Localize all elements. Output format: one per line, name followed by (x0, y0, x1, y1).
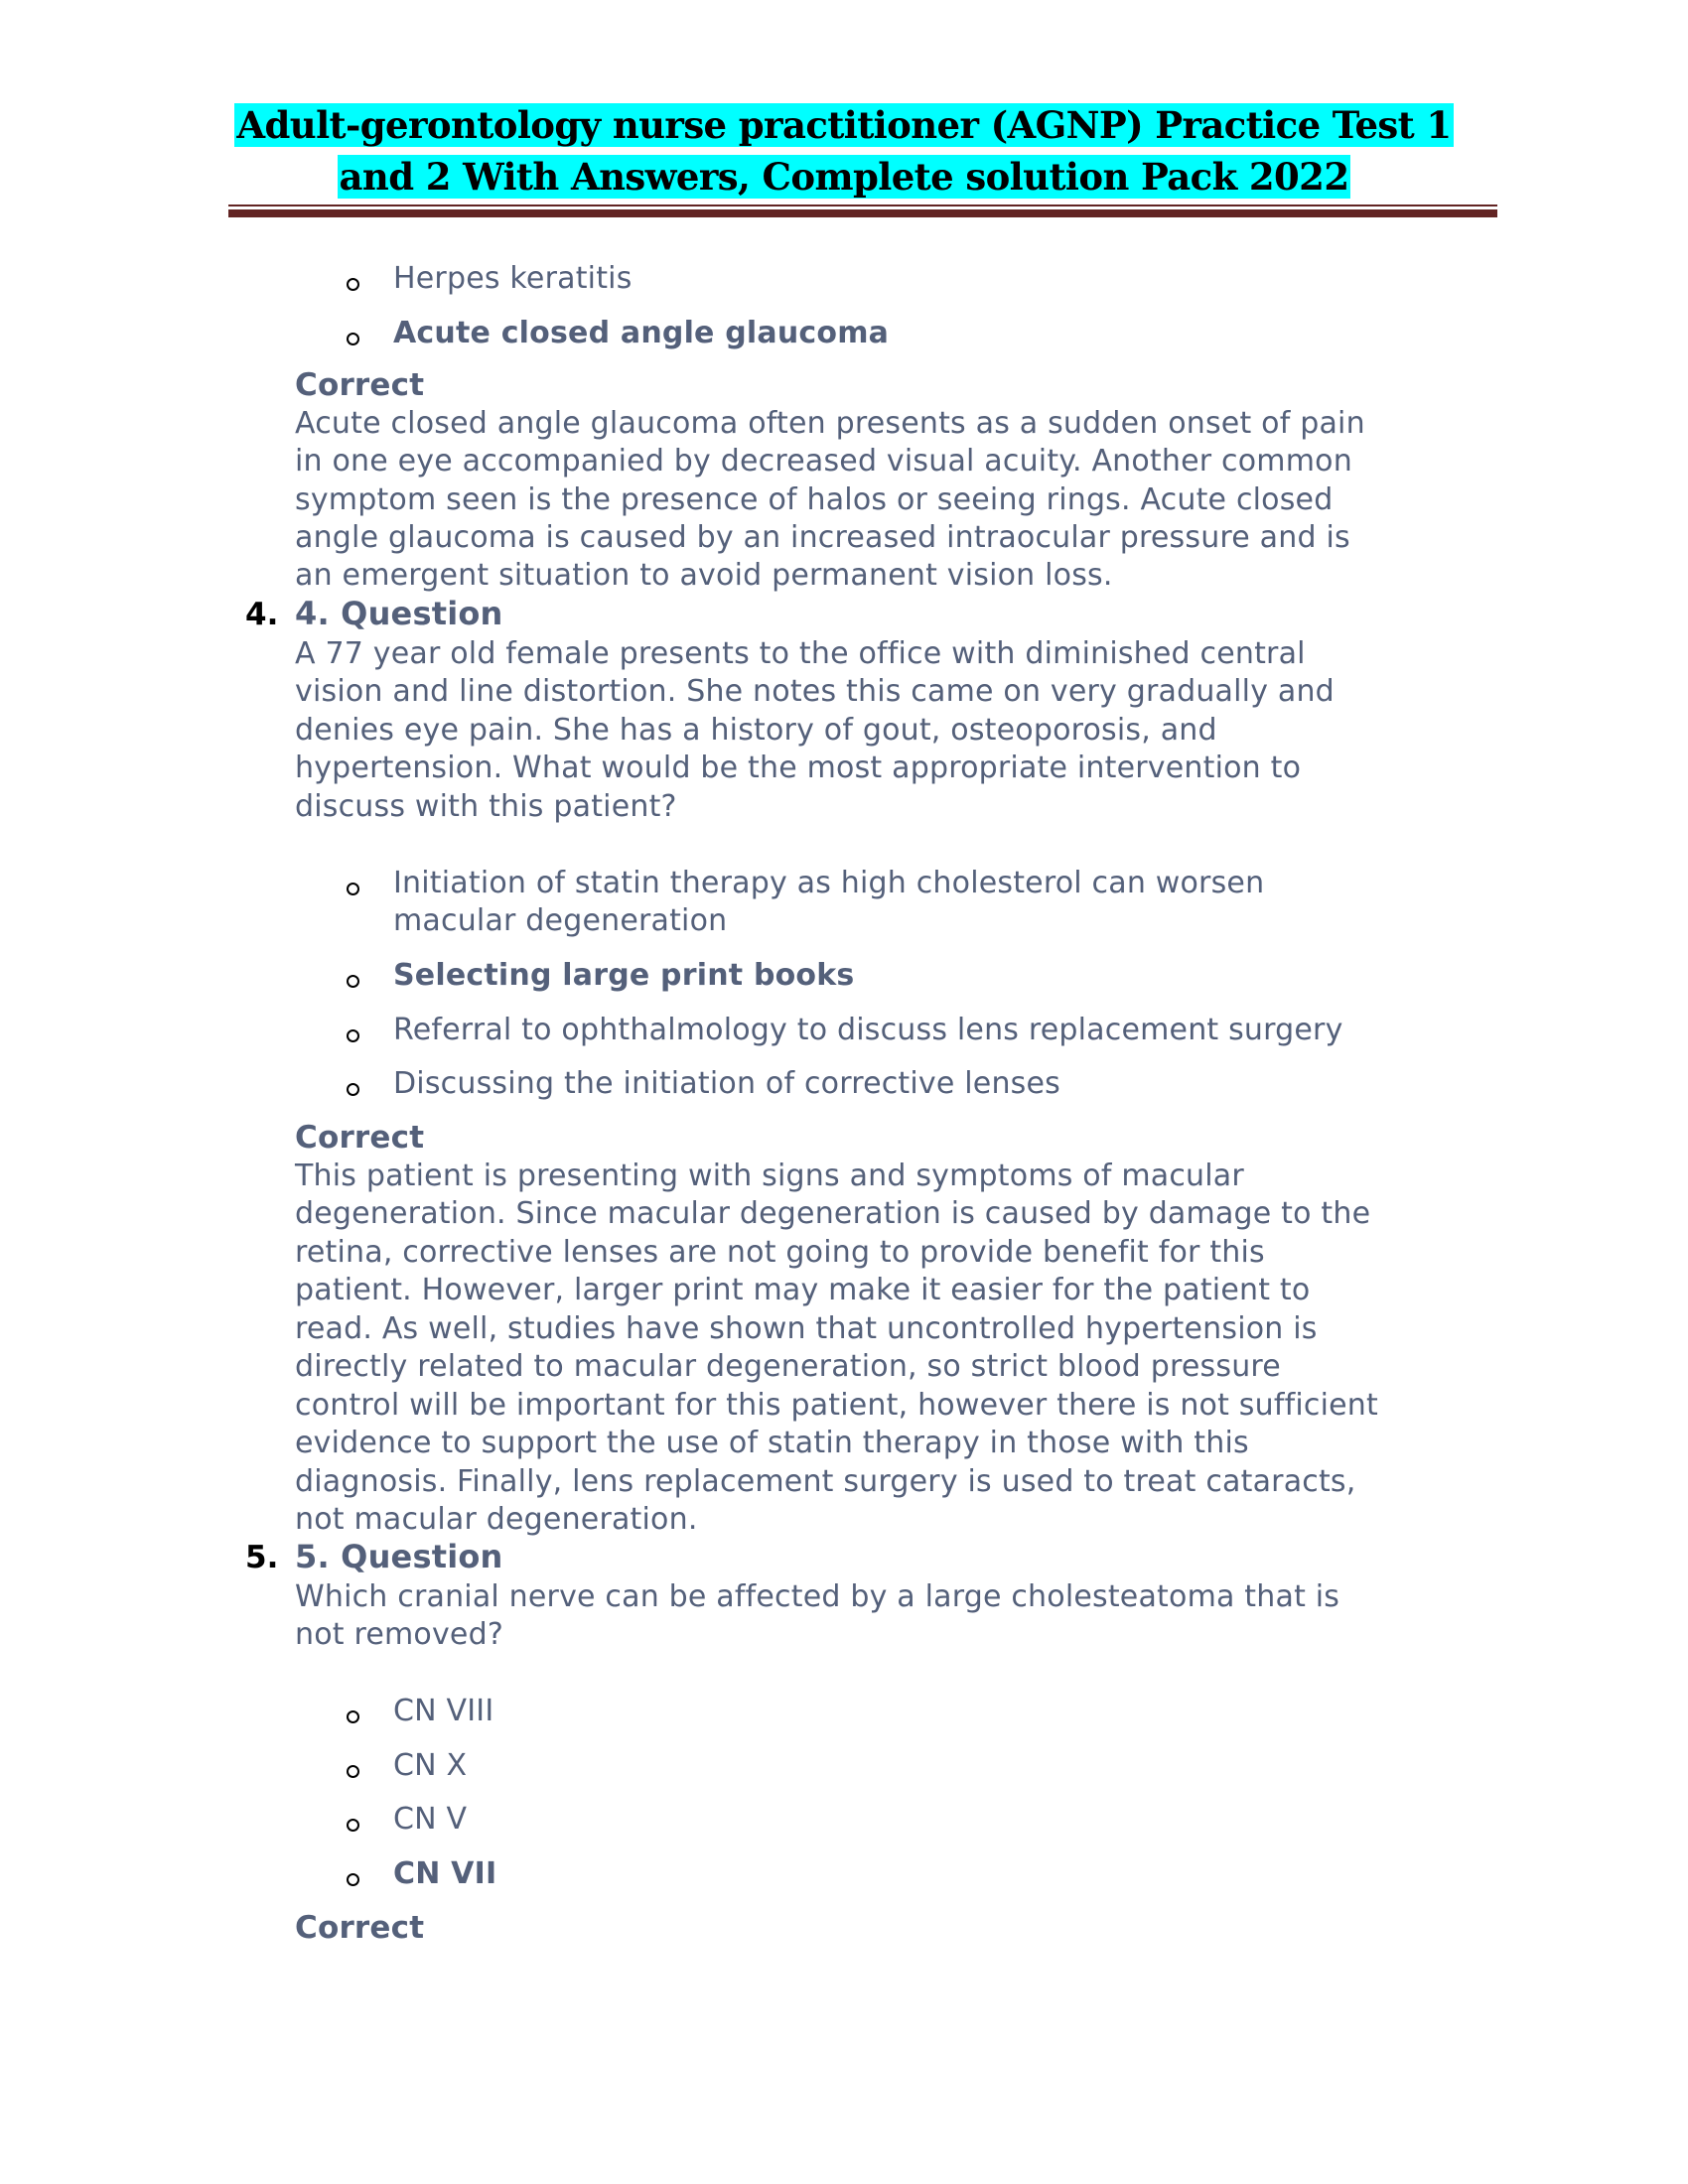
question-line: denies eye pain. She has a history of gout, osteoporosis, and (295, 713, 1217, 748)
explanation-line: symptom seen is the presence of halos or seeing rings. Acute closed (295, 482, 1334, 517)
hollow-bullet-icon (347, 1029, 359, 1042)
answer-option-correct: Acute closed angle glaucoma (393, 316, 890, 350)
hollow-bullet-icon (347, 1083, 359, 1096)
hollow-bullet-icon (347, 1873, 359, 1886)
hollow-bullet-icon (347, 1765, 359, 1778)
answer-option: Referral to ophthalmology to discuss lens replacement surgery (393, 1013, 1343, 1047)
explanation-line: directly related to macular degeneration, so strict blood pressure (295, 1349, 1281, 1384)
explanation-line: diagnosis. Finally, lens replacement surgery is used to treat cataracts, (295, 1464, 1356, 1499)
header-rule-thin (228, 205, 1497, 206)
answer-option-correct: Selecting large print books (393, 958, 855, 993)
answer-option-continued: macular degeneration (393, 903, 728, 938)
question-line: hypertension. What would be the most appropriate intervention to (295, 751, 1302, 785)
list-number: 5. (245, 1540, 279, 1575)
hollow-bullet-icon (347, 1710, 359, 1723)
hollow-bullet-icon (347, 1819, 359, 1832)
result-label: Correct (295, 367, 425, 403)
hollow-bullet-icon (347, 975, 359, 988)
hollow-bullet-icon (347, 278, 359, 291)
result-label: Correct (295, 1120, 425, 1156)
answer-option: CN VIII (393, 1694, 494, 1728)
explanation-line: Acute closed angle glaucoma often presents as a sudden onset of pain (295, 406, 1365, 441)
explanation-line: degeneration. Since macular degeneration is caused by damage to the (295, 1196, 1371, 1231)
answer-option: CN V (393, 1802, 468, 1837)
document-title-line-2 (0, 151, 1688, 203)
question-heading: 4. Question (295, 595, 503, 632)
explanation-line: This patient is presenting with signs and symptoms of macular (295, 1159, 1244, 1193)
title-highlight: Adult-gerontology nurse practitioner (AGNP) Practice Test 1 (236, 103, 1452, 147)
explanation-line: not macular degeneration. (295, 1502, 698, 1537)
hollow-bullet-icon (347, 883, 359, 895)
document-title-line-1 (0, 99, 1688, 151)
answer-option: Discussing the initiation of corrective lenses (393, 1066, 1060, 1101)
answer-option: Herpes keratitis (393, 261, 633, 296)
title-highlight: and 2 With Answers, Complete solution Pack 2022 (339, 155, 1349, 199)
list-number: 4. (245, 597, 279, 632)
explanation-line: patient. However, larger print may make it easier for the patient to (295, 1273, 1311, 1307)
question-line: not removed? (295, 1617, 503, 1652)
question-heading: 5. Question (295, 1538, 503, 1575)
explanation-line: control will be important for this patient, however there is not sufficient (295, 1388, 1378, 1423)
answer-option: Initiation of statin therapy as high cholesterol can worsen (393, 866, 1265, 900)
answer-option-correct: CN VII (393, 1856, 497, 1891)
explanation-line: in one eye accompanied by decreased visual acuity. Another common (295, 444, 1352, 478)
header-rule-thick (228, 209, 1497, 217)
explanation-line: retina, corrective lenses are not going to provide benefit for this (295, 1235, 1265, 1270)
answer-option: CN X (393, 1748, 468, 1783)
result-label: Correct (295, 1910, 425, 1946)
question-line: discuss with this patient? (295, 789, 677, 824)
question-line: Which cranial nerve can be affected by a large cholesteatoma that is (295, 1579, 1340, 1614)
explanation-line: angle glaucoma is caused by an increased intraocular pressure and is (295, 520, 1350, 555)
question-line: A 77 year old female presents to the office with diminished central (295, 636, 1306, 671)
explanation-line: evidence to support the use of statin therapy in those with this (295, 1426, 1249, 1460)
hollow-bullet-icon (347, 333, 359, 345)
explanation-line: read. As well, studies have shown that uncontrolled hypertension is (295, 1311, 1318, 1346)
explanation-line: an emergent situation to avoid permanent vision loss. (295, 558, 1113, 593)
question-line: vision and line distortion. She notes this came on very gradually and (295, 674, 1335, 709)
